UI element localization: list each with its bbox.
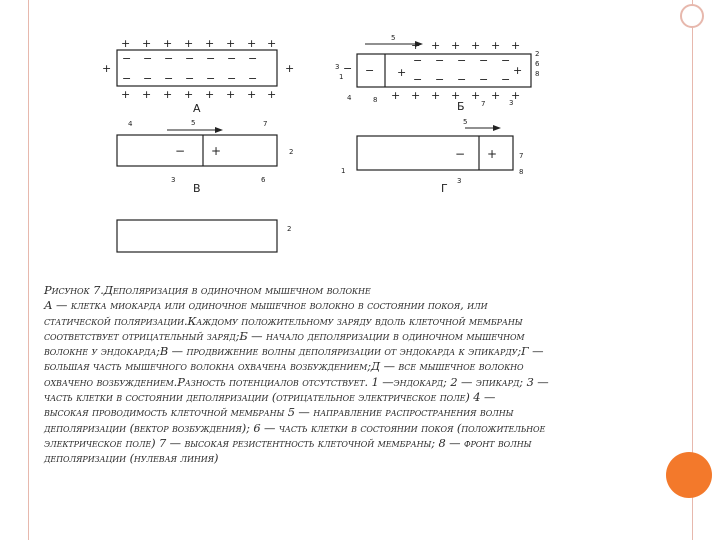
svg-text:+: + [491, 89, 501, 102]
panel-a-top-plus [121, 37, 276, 50]
caption-line: высокая проводимость клеточной мембраны 5 — направление распространения волны [44, 405, 514, 420]
svg-text:+: + [184, 37, 194, 50]
panel-a-inner-minus [122, 52, 257, 85]
svg-text:1: 1 [339, 73, 344, 81]
svg-text:5: 5 [391, 34, 396, 42]
svg-text:+: + [267, 37, 277, 50]
svg-text:+: + [226, 37, 236, 50]
svg-text:+: + [487, 147, 498, 161]
svg-text:+: + [163, 37, 173, 50]
svg-text:8: 8 [519, 168, 524, 176]
fiber-v [117, 135, 277, 166]
svg-text:−: − [501, 54, 511, 67]
svg-text:−: − [185, 52, 195, 65]
svg-text:+: + [163, 88, 173, 101]
svg-text:+: + [184, 88, 194, 101]
panel-a-letter: А [193, 102, 201, 115]
svg-text:+: + [285, 62, 295, 75]
caption-line: большая часть мышечного волокна охвачена возбуждением;Д — все мышечное волокно [44, 359, 524, 374]
svg-text:+: + [226, 88, 236, 101]
svg-text:8: 8 [535, 70, 540, 78]
svg-text:5: 5 [191, 119, 196, 127]
svg-text:−: − [479, 54, 489, 67]
svg-text:−: − [227, 52, 237, 65]
caption-line: соответствует отрицательный заряд;Б — начало деполяризации в одиночном мышечном [44, 328, 525, 343]
svg-text:−: − [206, 72, 216, 85]
caption-line: деполяризации (вектор возбуждения); 6 — часть клетки в состоянии покоя (положительное [44, 420, 546, 435]
slide-frame-left-line [28, 0, 29, 540]
fiber-d [117, 220, 277, 252]
svg-text:+: + [431, 39, 441, 52]
svg-text:+: + [431, 89, 441, 102]
svg-text:−: − [365, 64, 375, 77]
svg-text:−: − [413, 54, 423, 67]
caption-line: охвачено возбуждением.Разность потенциалов отсутствует. 1 —эндокард; 2 — эпикард; 3 — [44, 374, 549, 389]
caption-line: статической поляризации.Каждому положительному заряду вдоль клеточной мембраны [44, 313, 523, 328]
svg-text:1: 1 [341, 167, 346, 175]
svg-text:+: + [205, 88, 215, 101]
caption-line: А — клетка миокарда или одиночное мышечное волокно в состоянии покоя, или [44, 298, 488, 313]
svg-text:−: − [143, 72, 153, 85]
svg-text:−: − [248, 52, 258, 65]
svg-text:2: 2 [287, 225, 292, 233]
svg-text:6: 6 [535, 60, 540, 68]
svg-text:8: 8 [373, 96, 378, 104]
svg-text:+: + [267, 88, 277, 101]
svg-text:3: 3 [457, 177, 462, 185]
svg-text:+: + [102, 62, 112, 75]
svg-text:−: − [164, 72, 174, 85]
svg-text:+: + [211, 144, 222, 158]
svg-text:7: 7 [519, 152, 524, 160]
svg-text:−: − [501, 73, 511, 86]
svg-text:4: 4 [128, 120, 133, 128]
decor-circle-top [680, 4, 704, 28]
panel-b-letter: Б [457, 100, 465, 113]
svg-text:−: − [206, 52, 216, 65]
svg-text:−: − [122, 72, 132, 85]
svg-text:+: + [121, 37, 131, 50]
figure-caption [44, 283, 680, 467]
svg-text:+: + [397, 66, 407, 79]
caption-line: часть клетки в состоянии деполяризации (отрицательное электрическое поле) 4 — [44, 390, 496, 405]
svg-text:+: + [411, 89, 421, 102]
svg-text:+: + [247, 37, 257, 50]
svg-text:3: 3 [171, 176, 176, 184]
svg-text:+: + [391, 89, 401, 102]
caption-line: электрическое поле) 7 — высокая резистентность клеточной мембраны; 8 — фронт волны [44, 435, 532, 450]
svg-text:−: − [413, 73, 423, 86]
svg-text:3: 3 [509, 99, 514, 107]
svg-text:+: + [491, 39, 501, 52]
svg-text:−: − [457, 73, 467, 86]
panel-d [117, 220, 291, 252]
svg-text:+: + [142, 37, 152, 50]
svg-text:−: − [455, 147, 466, 161]
panel-v [117, 119, 293, 195]
svg-text:+: + [471, 89, 481, 102]
svg-text:−: − [435, 54, 445, 67]
svg-text:7: 7 [263, 120, 268, 128]
svg-text:−: − [164, 52, 174, 65]
svg-text:+: + [205, 37, 215, 50]
caption-line: волокне у эндокарда;В — продвижение волны деполяризации от эндокарда к эпикарду;Г — [44, 344, 544, 359]
svg-text:2: 2 [535, 50, 540, 58]
svg-text:5: 5 [463, 118, 468, 126]
svg-text:−: − [479, 73, 489, 86]
svg-text:7: 7 [481, 100, 486, 108]
svg-text:−: − [435, 73, 445, 86]
svg-text:−: − [457, 54, 467, 67]
svg-text:3: 3 [335, 63, 340, 71]
panel-b [335, 34, 540, 113]
panel-v-letter: В [193, 182, 201, 195]
svg-text:−: − [248, 72, 258, 85]
panel-a [102, 37, 294, 115]
svg-text:6: 6 [261, 176, 266, 184]
svg-text:+: + [142, 88, 152, 101]
svg-text:+: + [451, 89, 461, 102]
svg-text:+: + [411, 39, 421, 52]
svg-text:−: − [175, 144, 186, 158]
caption-line: Рисунок 7.Деполяризация в одиночном мышечном волокне [44, 283, 371, 297]
svg-text:+: + [451, 39, 461, 52]
svg-text:−: − [343, 62, 353, 75]
svg-text:+: + [471, 39, 481, 52]
panel-g [341, 118, 523, 195]
svg-text:−: − [143, 52, 153, 65]
svg-text:+: + [247, 88, 257, 101]
svg-text:−: − [122, 52, 132, 65]
svg-text:+: + [121, 88, 131, 101]
svg-text:+: + [511, 39, 521, 52]
caption-line: деполяризации (нулевая линия) [44, 451, 219, 466]
svg-text:−: − [185, 72, 195, 85]
panel-g-letter: Г [441, 182, 448, 195]
svg-text:+: + [513, 64, 523, 77]
svg-text:4: 4 [347, 94, 352, 102]
depolarization-figure [95, 30, 565, 276]
svg-text:+: + [511, 89, 521, 102]
svg-text:2: 2 [289, 148, 294, 156]
panel-a-bottom-plus [121, 88, 276, 101]
svg-text:−: − [227, 72, 237, 85]
